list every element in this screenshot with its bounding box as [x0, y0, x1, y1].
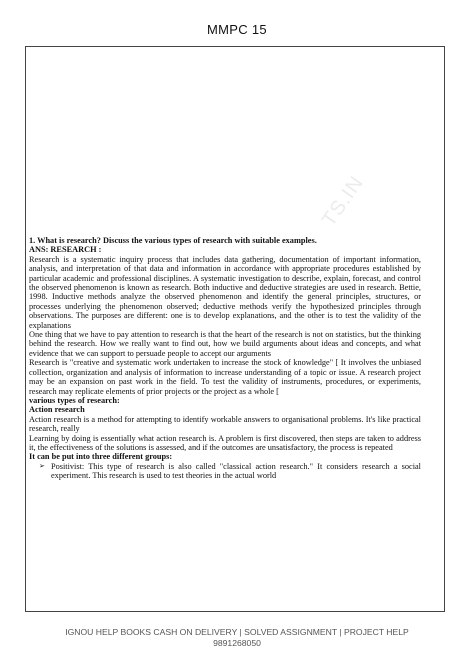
arrow-bullet-icon: ➢ [39, 461, 45, 470]
paragraph-definition: Research is a systematic inquiry process that includes data gathering, documentation of important information, analysis, and interpretation of that data and information in accordance with appropriate procedures established by particular academic and professional disciplines. A systematic investigation to describe, explain, forecast, and control the observed phenomenon is known as research. Both inductive and deductive strategies are used in research. Bettie, 1998. Inductive methods analyze the observed phenomenon and identify the general principles, structures, or processes underlying the phenomenon observed; deductive methods verify the hypothesized principles through observations. The purposes are different: one is to develop explanations, and the other is to test the validity of the explanations [29, 254, 421, 330]
document-code: MMPC 15 [207, 22, 267, 37]
paragraph-creative-work: Research is "creative and systematic work undertaken to increase the stock of knowledge" [ It involves the unbiased collection, organization and analysis of information to increase understanding of a topic or issue. A research project may be an expansion on past work in the field. To test the validity of instruments, procedures, or experiments, research may replicate elements of prior projects or the project as a whole [ [29, 358, 421, 396]
paragraph-learning-by-doing: Learning by doing is essentially what action research is. A problem is first discovered, then steps are taken to address it, the effectiveness of the solutions is assessed, and if the outcomes are unsatisfactory, the process is repeated [29, 433, 421, 452]
answer-heading: ANS: RESEARCH : [29, 245, 102, 255]
types-heading: various types of research: [29, 395, 120, 405]
footer-phone: 9891268050 [213, 638, 261, 648]
action-research-heading: Action research [29, 405, 85, 415]
list-item [39, 462, 421, 481]
paragraph-action-research: Action research is a method for attempting to identify workable answers to organisational problems. It's like practical research, really [29, 414, 421, 434]
groups-heading: It can be put into three different groups: [29, 452, 173, 462]
footer [0, 627, 474, 649]
footer-banner: IGNOU HELP BOOKS CASH ON DELIVERY | SOLVED ASSIGNMENT | PROJECT HELP [65, 627, 409, 637]
question-heading: 1. What is research? Discuss the various types of research with suitable examples. [29, 236, 317, 245]
document-body [29, 236, 421, 481]
bullet-positivist: Positivist: This type of research is also called "classical action research." It considers research a social experiment. This research is used to test theories in the actual world [51, 461, 421, 481]
paragraph-thinking: One thing that we have to pay attention to research is that the heart of the research is not on statistics, but the thinking behind the research. How we really want to find out, how we build arguments about ideas and concepts, and what evidence that we can support to persuade people to accept our arguments [29, 330, 421, 358]
watermark-text: TS.IN [318, 172, 369, 231]
